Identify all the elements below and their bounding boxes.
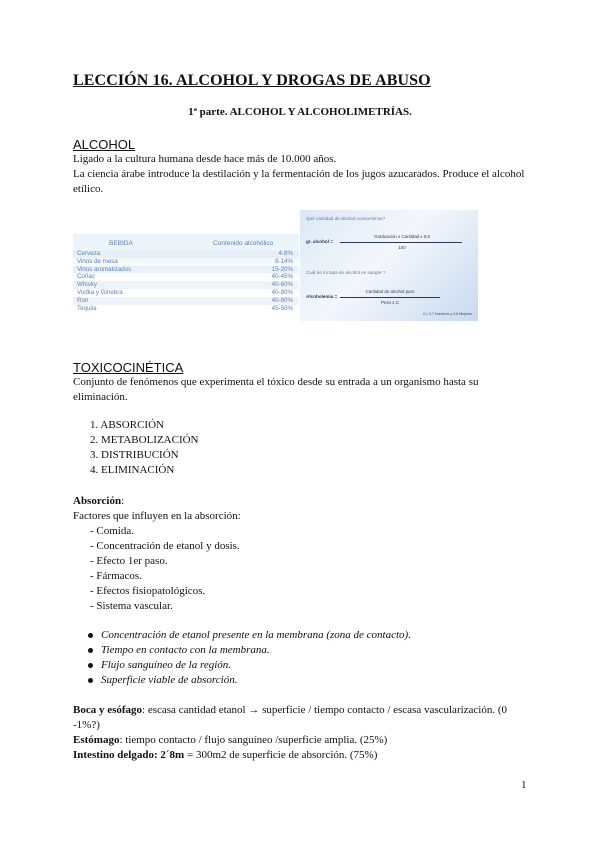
bullet-text: Superficie viable de absorción.: [101, 674, 238, 686]
cell-content: 40-45%: [271, 273, 293, 281]
list-item: - Sistema vascular.: [90, 600, 173, 612]
factors-list: [90, 524, 240, 614]
intestino-text: = 300m2 de superficie de absorción. (75%): [184, 749, 378, 761]
bullet-icon: [88, 678, 93, 683]
bullet-text: Flujo sanguíneo de la región.: [101, 659, 232, 671]
alcohol-line-2: La ciencia árabe introduce la destilación y la fermentación de los jugos azucarados. Produce el alcohol etílico.: [73, 168, 525, 195]
list-item: - Concentración de etanol y dosis.: [90, 540, 240, 552]
table-row: [73, 266, 299, 274]
table-header: [73, 234, 299, 247]
boca-label: Boca y esófago: [73, 704, 143, 716]
page-title: LECCIÓN 16. ALCOHOL Y DROGAS DE ABUSO: [73, 72, 431, 89]
table-row: [73, 305, 299, 313]
alcohol-formula-image: [300, 210, 478, 321]
table-body: [73, 250, 299, 312]
site-intestino: [73, 748, 533, 763]
page-number: 1: [521, 779, 527, 791]
formula-1-lhs: gr. alcohol =: [306, 239, 333, 244]
heading-toxicocinetica: TOXICOCINÉTICA: [73, 360, 184, 375]
estomago-label: Estómago: [73, 734, 120, 746]
cell-drink: Whisky: [77, 281, 97, 289]
absorcion-bullets: [88, 628, 411, 688]
cell-content: 40-80%: [271, 296, 293, 304]
table-row: [73, 258, 299, 266]
formula-2-numerator: Cantidad de alcohol puro: [365, 289, 415, 294]
cell-content: 40-60%: [271, 281, 293, 289]
cell-drink: Tequila: [77, 304, 97, 312]
table-row: [73, 289, 299, 297]
formula-question-1: Qué cantidad de alcohol consumimos?: [306, 216, 386, 221]
list-item: [88, 658, 411, 673]
bullet-icon: [88, 633, 93, 638]
table-row: [73, 297, 299, 305]
formula-1-numerator: Graduación x Cantidad x 0.8: [374, 234, 430, 239]
formula-question-2: Cuál es mi tasa de alcohol en sangre ?: [306, 270, 386, 275]
heading-alcohol: ALCOHOL: [73, 137, 136, 152]
list-item: [88, 643, 411, 658]
bullet-text: Tiempo en contacto con la membrana.: [101, 644, 270, 656]
cell-drink: Vinos aromatizados: [77, 265, 132, 273]
list-item: 4. ELIMINACIÓN: [90, 464, 175, 476]
col-bebida: BEBIDA: [109, 240, 133, 247]
formula-1-denominator: 100: [398, 245, 406, 250]
list-item: [88, 673, 411, 688]
cell-drink: Coñac: [77, 273, 95, 281]
cell-drink: Ron: [77, 296, 89, 304]
bullet-icon: [88, 663, 93, 668]
formula-footnote: C= 0.7 Hombres y 0.6 Mujeres: [423, 312, 472, 316]
list-item: - Comida.: [90, 525, 134, 537]
alcohol-line-1: Ligado a la cultura humana desde hace más de 10.000 años.: [73, 153, 337, 165]
cell-content: 4-8%: [278, 250, 293, 257]
site-boca: [73, 703, 533, 733]
boca-text: : escasa cantidad etanol → superficie / tiempo contacto / escasa vascularización. (0 -1%?): [73, 704, 508, 731]
absorcion-heading: [73, 494, 533, 509]
formula-1-bar: [340, 242, 462, 243]
table-row: [73, 273, 299, 281]
estomago-text: : tiempo contacto / flujo sanguíneo /superficie amplia. (25%): [119, 734, 388, 746]
table-row: [73, 281, 299, 289]
cell-content: 45-50%: [271, 304, 293, 312]
toxico-steps-list: [90, 418, 199, 478]
cell-drink: Vodka y Ginebra: [77, 288, 123, 296]
toxico-text: Conjunto de fenómenos que experimenta el tóxico desde su entrada a un organismo hasta su eliminación.: [73, 376, 479, 403]
list-item: [88, 628, 411, 643]
col-contenido: Contenido alcohólico: [213, 240, 274, 247]
list-item: 3. DISTRIBUCIÓN: [90, 449, 179, 461]
bullet-icon: [88, 648, 93, 653]
formula-2-bar: [340, 297, 440, 298]
formula-2-lhs: Alcoholemia =: [306, 294, 338, 299]
list-item: - Fármacos.: [90, 570, 142, 582]
subtitle: 1ª parte. ALCOHOL Y ALCOHOLIMETRÍAS.: [188, 106, 412, 118]
cell-drink: Cerveza: [77, 250, 101, 257]
intestino-label: Intestino delgado: 2´8m: [73, 749, 185, 761]
cell-content: 40-80%: [271, 288, 293, 296]
factors-title: Factores que influyen en la absorción:: [73, 510, 241, 522]
list-item: - Efecto 1er paso.: [90, 555, 168, 567]
site-estomago: [73, 733, 533, 748]
absorcion-colon: :: [121, 495, 125, 507]
list-item: - Efectos fisiopatológicos.: [90, 585, 206, 597]
bullet-text: Concentración de etanol presente en la membrana (zona de contacto).: [101, 629, 411, 641]
drinks-alcohol-table: [73, 234, 299, 322]
formula-2-denominator: Peso x C: [381, 300, 399, 305]
cell-drink: Vinos de mesa: [77, 257, 118, 265]
absorcion-label: Absorción: [73, 495, 122, 507]
cell-content: 8-14%: [275, 257, 293, 265]
list-item: 2. METABOLIZACIÓN: [90, 434, 199, 446]
table-row: [73, 250, 299, 258]
cell-content: 15-20%: [271, 265, 293, 273]
list-item: 1. ABSORCIÓN: [90, 419, 164, 431]
